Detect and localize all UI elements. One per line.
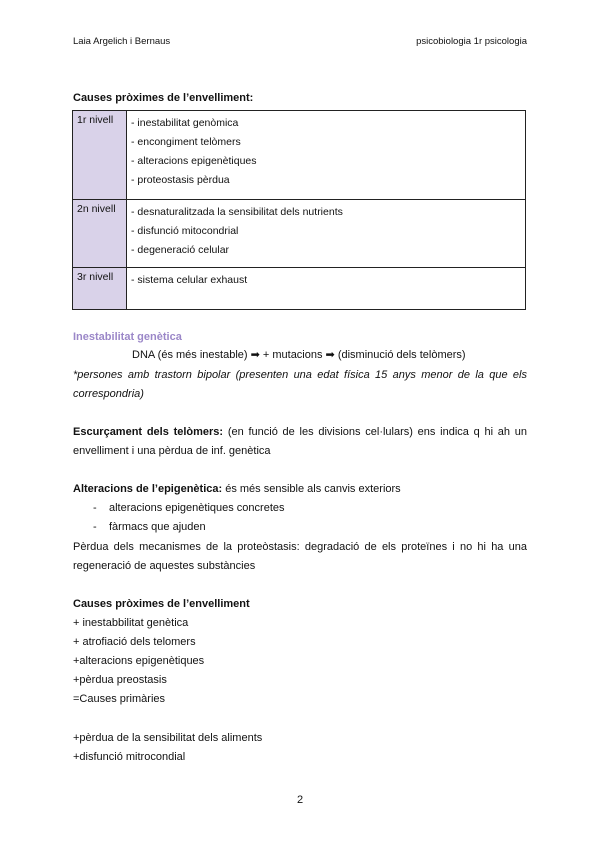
- genetic-title: Inestabilitat genètica: [73, 331, 182, 343]
- page-number: 2: [296, 794, 304, 806]
- list-item: - degeneració celular: [131, 244, 230, 256]
- proteostasis-paragraph: Pèrdua dels mecanismes de la proteòstasis: degradació de els proteïnes i no hi ha una regeneració de aquestes substàncies: [73, 541, 527, 572]
- list-item: +pèrdua de la sensibilitat dels aliments: [73, 732, 263, 744]
- section-title-causes: Causes pròximes de l’envelliment:: [73, 92, 254, 104]
- items-cell: [127, 268, 526, 310]
- list-item: - sistema celular exhaust: [131, 274, 248, 286]
- level-cell: 3r nivell: [73, 268, 127, 310]
- epigenetic-text: és més sensible als canvis exteriors: [222, 483, 401, 495]
- table-row: [73, 200, 526, 268]
- list-item: - proteostasis pèrdua: [131, 174, 230, 186]
- list-item: +pèrdua preostasis: [73, 674, 167, 686]
- list-item: + inestabbilitat genètica: [73, 617, 189, 629]
- list-item: - fàrmacs que ajuden: [91, 518, 285, 537]
- list-item: - inestabilitat genòmica: [131, 117, 239, 129]
- header-course: psicobiologia 1r psicologia: [416, 36, 527, 47]
- items-cell: [127, 200, 526, 268]
- list-item: +disfunció mitrocondial: [73, 751, 186, 763]
- table-row: [73, 111, 526, 200]
- epigenetic-title: Alteracions de l’epigenètica:: [73, 483, 223, 495]
- header-author: Laia Argelich i Bernaus: [73, 36, 171, 47]
- items-cell: [127, 111, 526, 200]
- telomers-paragraph: [73, 423, 527, 461]
- list-item: - encongiment telòmers: [131, 136, 241, 148]
- level-cell: 2n nivell: [73, 200, 127, 268]
- genetic-formula: DNA (és més inestable) ➡ + mutacions ➡ (disminució dels telòmers): [132, 349, 466, 361]
- causes-list: [73, 614, 204, 709]
- list-item: - alteracions epigenètiques concretes: [91, 499, 285, 518]
- list-item: + atrofiació dels telomers: [73, 636, 196, 648]
- list-item: +alteracions epigenètiques: [73, 655, 205, 667]
- telomers-text: (en funció de les divisions cel·lulars) ens indica q hi ah un envelliment i una pèrdua de inf. genètica: [73, 426, 527, 457]
- causes-table: [72, 110, 526, 310]
- epigenetic-heading: [73, 480, 527, 499]
- list-item: - alteracions epigenètiques: [131, 155, 257, 167]
- epigenetic-list: [91, 499, 285, 537]
- table-row: [73, 268, 526, 310]
- level-cell: 1r nivell: [73, 111, 127, 200]
- list-item: =Causes primàries: [73, 693, 166, 705]
- genetic-note: *persones amb trastorn bipolar (presenten una edat física 15 anys menor de la que els correspondria): [73, 369, 527, 400]
- list-item: - desnaturalitzada la sensibilitat dels nutrients: [131, 206, 343, 218]
- list-item: - disfunció mitocondrial: [131, 225, 239, 237]
- causes-list-2: [73, 729, 262, 767]
- section2-title: Causes pròximes de l’envelliment: [73, 598, 250, 610]
- telomers-title: Escurçament dels telòmers:: [73, 426, 224, 438]
